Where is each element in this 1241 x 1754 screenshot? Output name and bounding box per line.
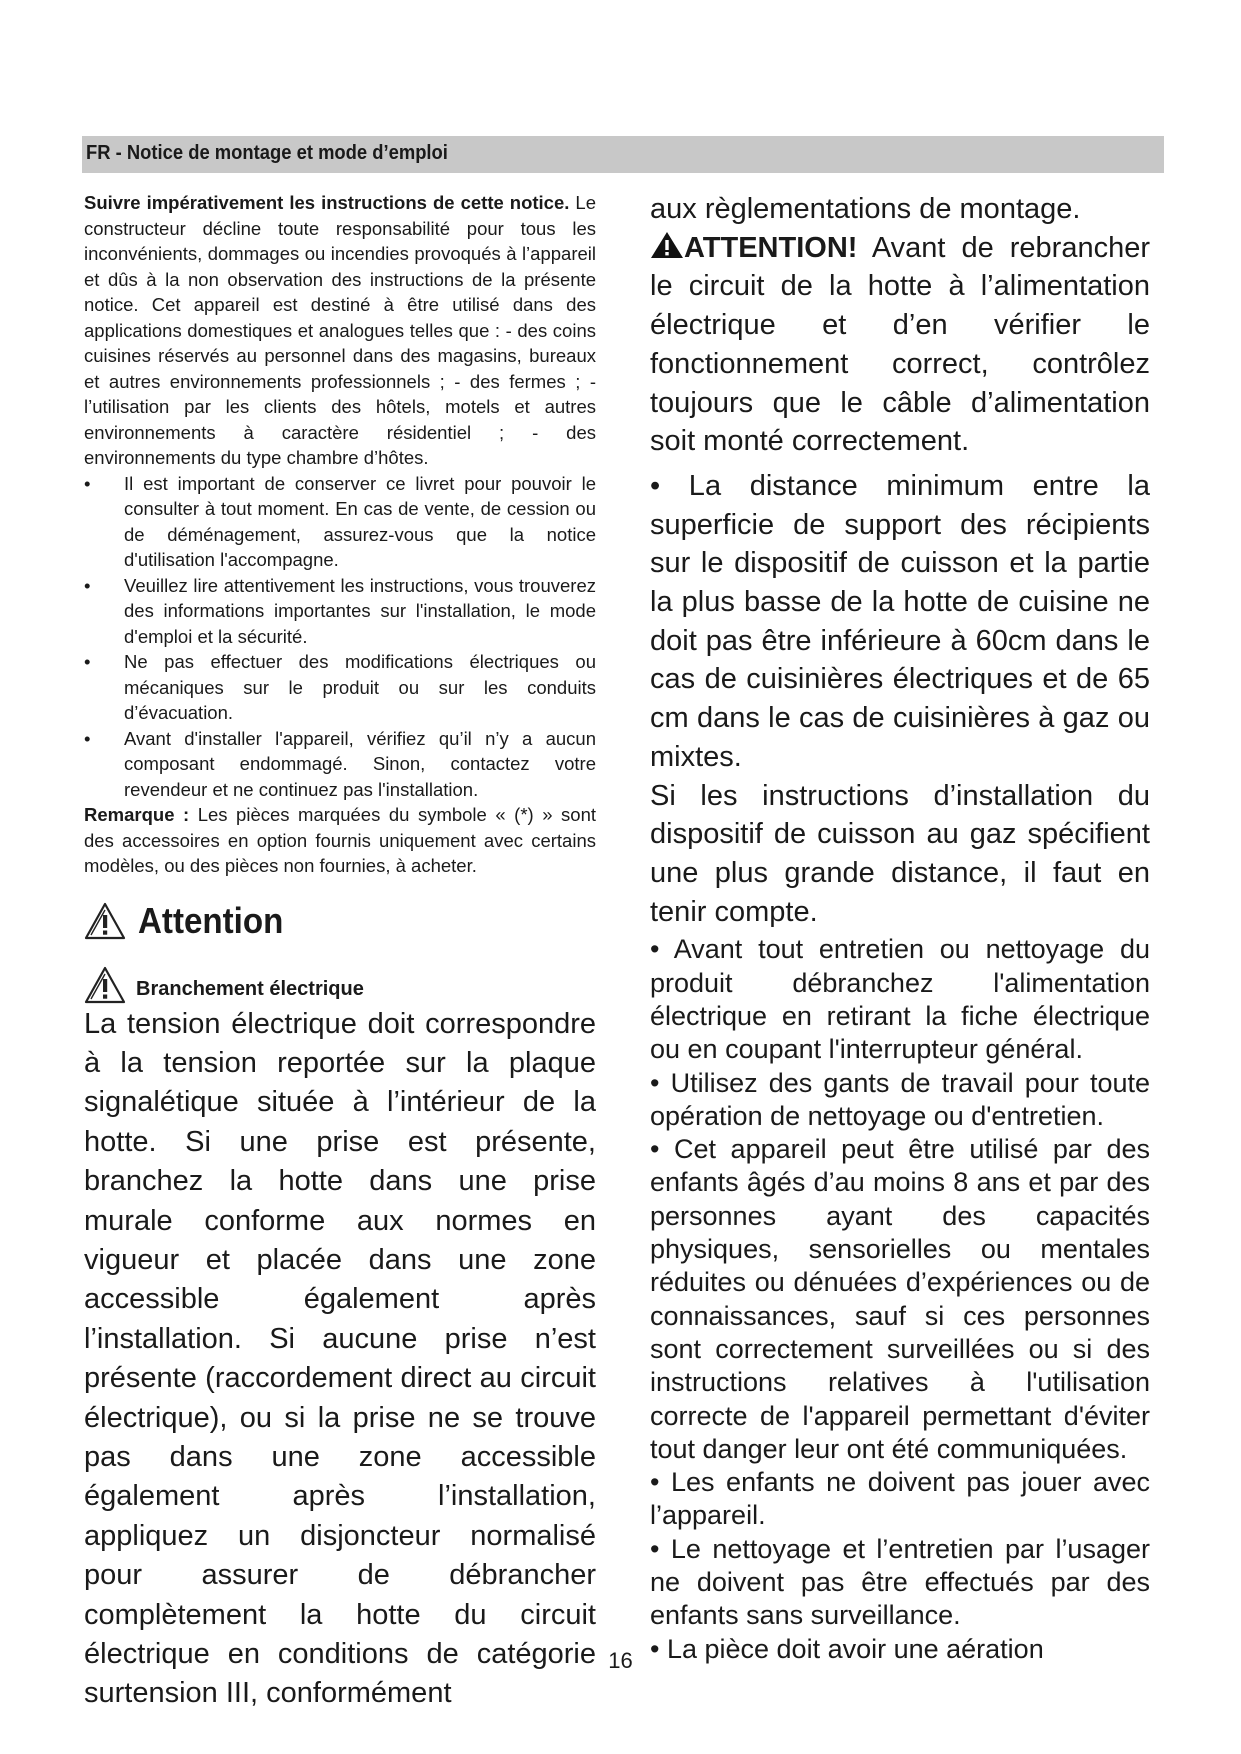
remark-bold: Remarque :	[84, 804, 190, 825]
header-bar	[82, 136, 1164, 173]
page-number: 16	[608, 1648, 633, 1673]
page-header-title: FR - Notice de montage et mode d’emploi	[86, 142, 448, 164]
attention-title: Attention	[138, 899, 284, 941]
branch-heading	[84, 953, 596, 1005]
warning-outline-icon	[84, 965, 126, 1005]
bullet-dot: •	[84, 472, 91, 494]
left-bullet-4: • Avant d'installer l'appareil, vérifiez qu’il n’y a aucun composant endommagé. Sinon, contactez votre revendeur et ne continuez pas l'installation.	[84, 727, 596, 800]
branch-paragraph: La tension électrique doit correspondre à la tension reportée sur la plaque signalétique située à l’intérieur de la hotte. Si une prise est présente, branchez la hotte dans une prise murale conforme aux normes en vigueur et placée dans une zone accessible également après l’installation. Si aucune prise n’est présente (raccordement direct au circuit électrique), ou si la prise ne se trouve pas dans une zone accessible également après l’installation, appliquez un disjoncteur normalisé pour assurer de débrancher complètement la hotte du circuit électrique en conditions de catégorie surtension III, conformément	[84, 1007, 596, 1710]
attention-bold: ATTENTION!	[684, 231, 858, 264]
warning-filled-icon	[650, 230, 684, 260]
right-bullet-1: • Avant tout entretien ou nettoyage du produit débranchez l'alimentation électrique en retirant la fiche électrique ou en coupant l'interrupteur général.	[650, 934, 1150, 1065]
right-column	[650, 190, 1150, 1666]
montage-line: aux règlementations de montage.	[650, 193, 1081, 225]
gas-paragraph: Si les instructions d’installation du dispositif de cuisson au gaz spécifient une plus grande distance, il faut en tenir compte.	[650, 779, 1150, 928]
right-top-section	[650, 190, 1150, 931]
left-column	[84, 190, 596, 1714]
branch-section	[84, 1005, 596, 1714]
attention-heading	[84, 893, 596, 949]
right-bullet-3: • Cet appareil peut être utilisé par des enfants âgés d’au moins 8 ans et par des personnes ayant des capacités physiques, sensorielles ou mentales réduites ou dénuées d’expériences ou de connaissances, sauf si ces personnes sont correctement surveillées ou si des instructions relatives à l'utilisation correcte de l'appareil permettant d'éviter tout danger leur ont été communiquées.	[650, 1134, 1150, 1464]
bullet-dot: •	[84, 727, 91, 749]
left-bullet-3: • Ne pas effectuer des modifications électriques ou mécaniques sur le produit ou sur les conduits d’évacuation.	[84, 651, 596, 723]
left-bullet-1: • Il est important de conserver ce livret pour pouvoir le consulter à tout moment. En cas de vente, de cession ou de déménagement, assurez-vous que la notice d'utilisation l'accompagne.	[84, 472, 596, 570]
left-bullet-2: • Veuillez lire attentivement les instructions, vous trouverez des informations importantes sur l'installation, le mode d'emploi et la sécurité.	[84, 574, 596, 647]
right-bullet-5: • Le nettoyage et l’entretien par l’usager ne doivent pas être effectués par des enfants sans surveillance.	[650, 1533, 1150, 1631]
intro-text: Le constructeur décline toute responsabilité pour tous les inconvénients, dommages ou incendies provoqués à l’appareil et dûs à la non observation des instructions de la présente notice. Cet appareil est destiné à être utilisé dans des applications domestiques et analogues telles que : - des coins cuisines réservés au personnel dans des magasins, bureaux et autres environnements professionnels ; - des fermes ; - l’utilisation par les clients des hôtels, motels et autres environnements à caractère résidentiel ; - des environnements du type chambre d’hôtes.	[84, 192, 597, 468]
attention-paragraph	[650, 229, 1150, 461]
right-bullets-section	[650, 933, 1150, 1666]
branch-title: Branchement électrique	[136, 977, 364, 1000]
distance-paragraph: • La distance minimum entre la superficie de support des récipients sur le dispositif de cuisson et la partie la plus basse de la hotte de cuisine ne doit pas être inférieure à 60cm dans le cas de cuisinières électriques et de 65 cm dans le cas de cuisinières à gaz ou mixtes.	[650, 469, 1150, 773]
warning-outline-icon	[84, 901, 126, 941]
right-bullet-4: • Les enfants ne doivent pas jouer avec l’appareil.	[650, 1467, 1150, 1531]
remark-paragraph	[84, 802, 596, 879]
right-bullet-6: • La pièce doit avoir une aération	[650, 1633, 1044, 1664]
attention-text: Avant de rebrancher le circuit de la hotte à l’alimentation électrique et d’en vérifier le fonctionnement correct, contrôlez toujours que le câble d’alimentation soit monté correctement.	[650, 231, 1150, 458]
right-bullet-2: • Utilisez des gants de travail pour toute opération de nettoyage ou d'entretien.	[650, 1067, 1150, 1131]
intro-section	[84, 190, 596, 879]
intro-bold: Suivre impérativement les instructions de cette notice.	[84, 192, 570, 213]
remark-text: Les pièces marquées du symbole « (*) » sont des accessoires en option fournis uniquement avec certains modèles, ou des pièces non fournies, à acheter.	[84, 804, 597, 876]
bullet-dot: •	[84, 651, 91, 672]
intro-paragraph	[84, 190, 596, 471]
bullet-dot: •	[84, 574, 91, 596]
